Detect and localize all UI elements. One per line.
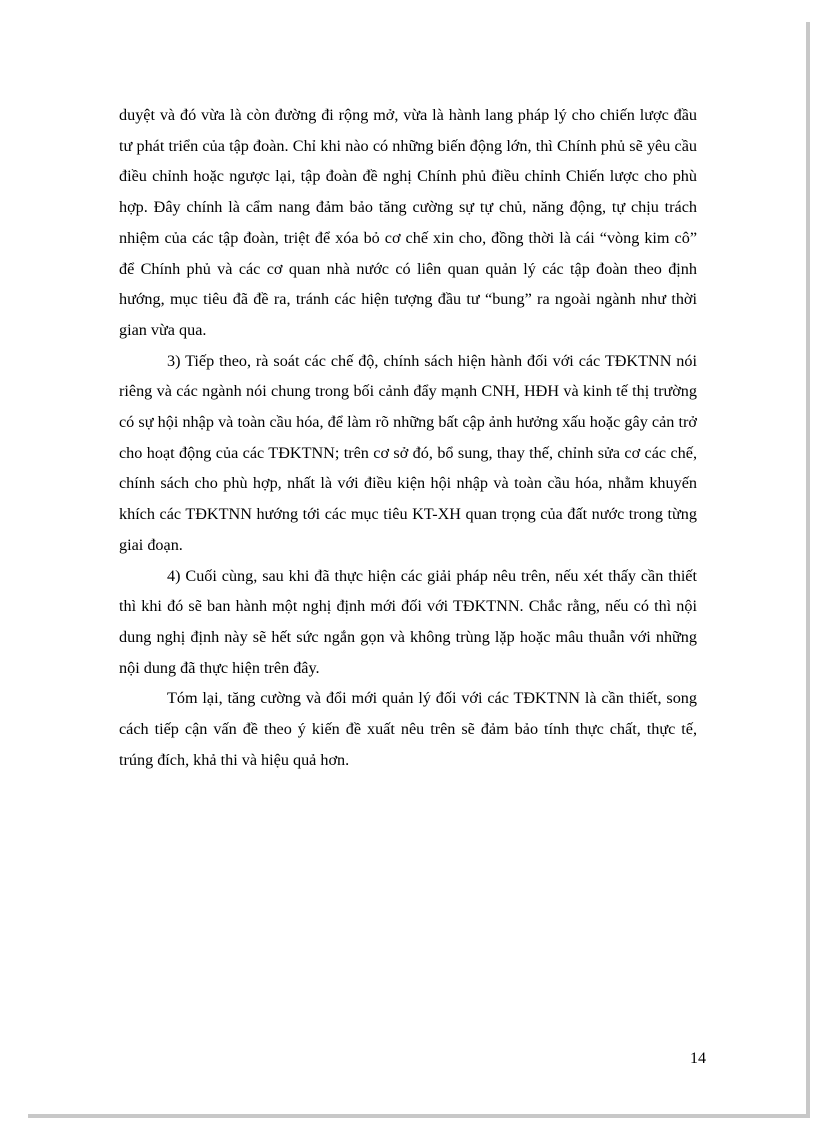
- page-number: 14: [690, 1050, 706, 1067]
- paragraph-continuation: duyệt và đó vừa là còn đường đi rộng mở, vừa là hành lang pháp lý cho chiến lược đầu tư phát triển của tập đoàn. Chỉ khi nào có những biến động lớn, thì Chính phủ sẽ yêu cầu điều chỉnh hoặc ngược lại, tập đoàn đề nghị Chính phủ điều chỉnh Chiến lược cho phù hợp. Đây chính là cẩm nang đảm bảo tăng cường sự tự chủ, năng động, tự chịu trách nhiệm của các tập đoàn, triệt để xóa bỏ cơ chế xin cho, đồng thời là cái “vòng kim cô” để Chính phủ và các cơ quan nhà nước có liên quan quản lý các tập đoàn theo định hướng, mục tiêu đã đề ra, tránh các hiện tượng đầu tư “bung” ra ngoài ngành như thời gian vừa qua.: [119, 106, 697, 339]
- paragraph-summary: Tóm lại, tăng cường và đổi mới quản lý đối với các TĐKTNN là cần thiết, song cách tiếp cận vấn đề theo ý kiến đề xuất nêu trên sẽ đảm bảo tính thực chất, thực tế, trúng đích, khả thi và hiệu quả hơn.: [119, 689, 697, 769]
- document-body: [119, 100, 697, 775]
- paragraph-point-3: 3) Tiếp theo, rà soát các chế độ, chính sách hiện hành đối với các TĐKTNN nói riêng và các ngành nói chung trong bối cảnh đẩy mạnh CNH, HĐH và kinh tế thị trường có sự hội nhập và toàn cầu hóa, để làm rõ những bất cập ảnh hưởng xấu hoặc gây cản trở cho hoạt động của các TĐKTNN; trên cơ sở đó, bổ sung, thay thế, chỉnh sửa cơ các chế, chính sách cho phù hợp, nhất là với điều kiện hội nhập và toàn cầu hóa, nhằm khuyến khích các TĐKTNN hướng tới các mục tiêu KT-XH quan trọng của đất nước trong từng giai đoạn.: [119, 351, 697, 554]
- paragraph-point-4: 4) Cuối cùng, sau khi đã thực hiện các giải pháp nêu trên, nếu xét thấy cần thiết thì khi đó sẽ ban hành một nghị định mới đối với TĐKTNN. Chắc rằng, nếu có thì nội dung nghị định này sẽ hết sức ngắn gọn và không trùng lặp hoặc mâu thuẫn với những nội dung đã thực hiện trên đây.: [119, 566, 697, 677]
